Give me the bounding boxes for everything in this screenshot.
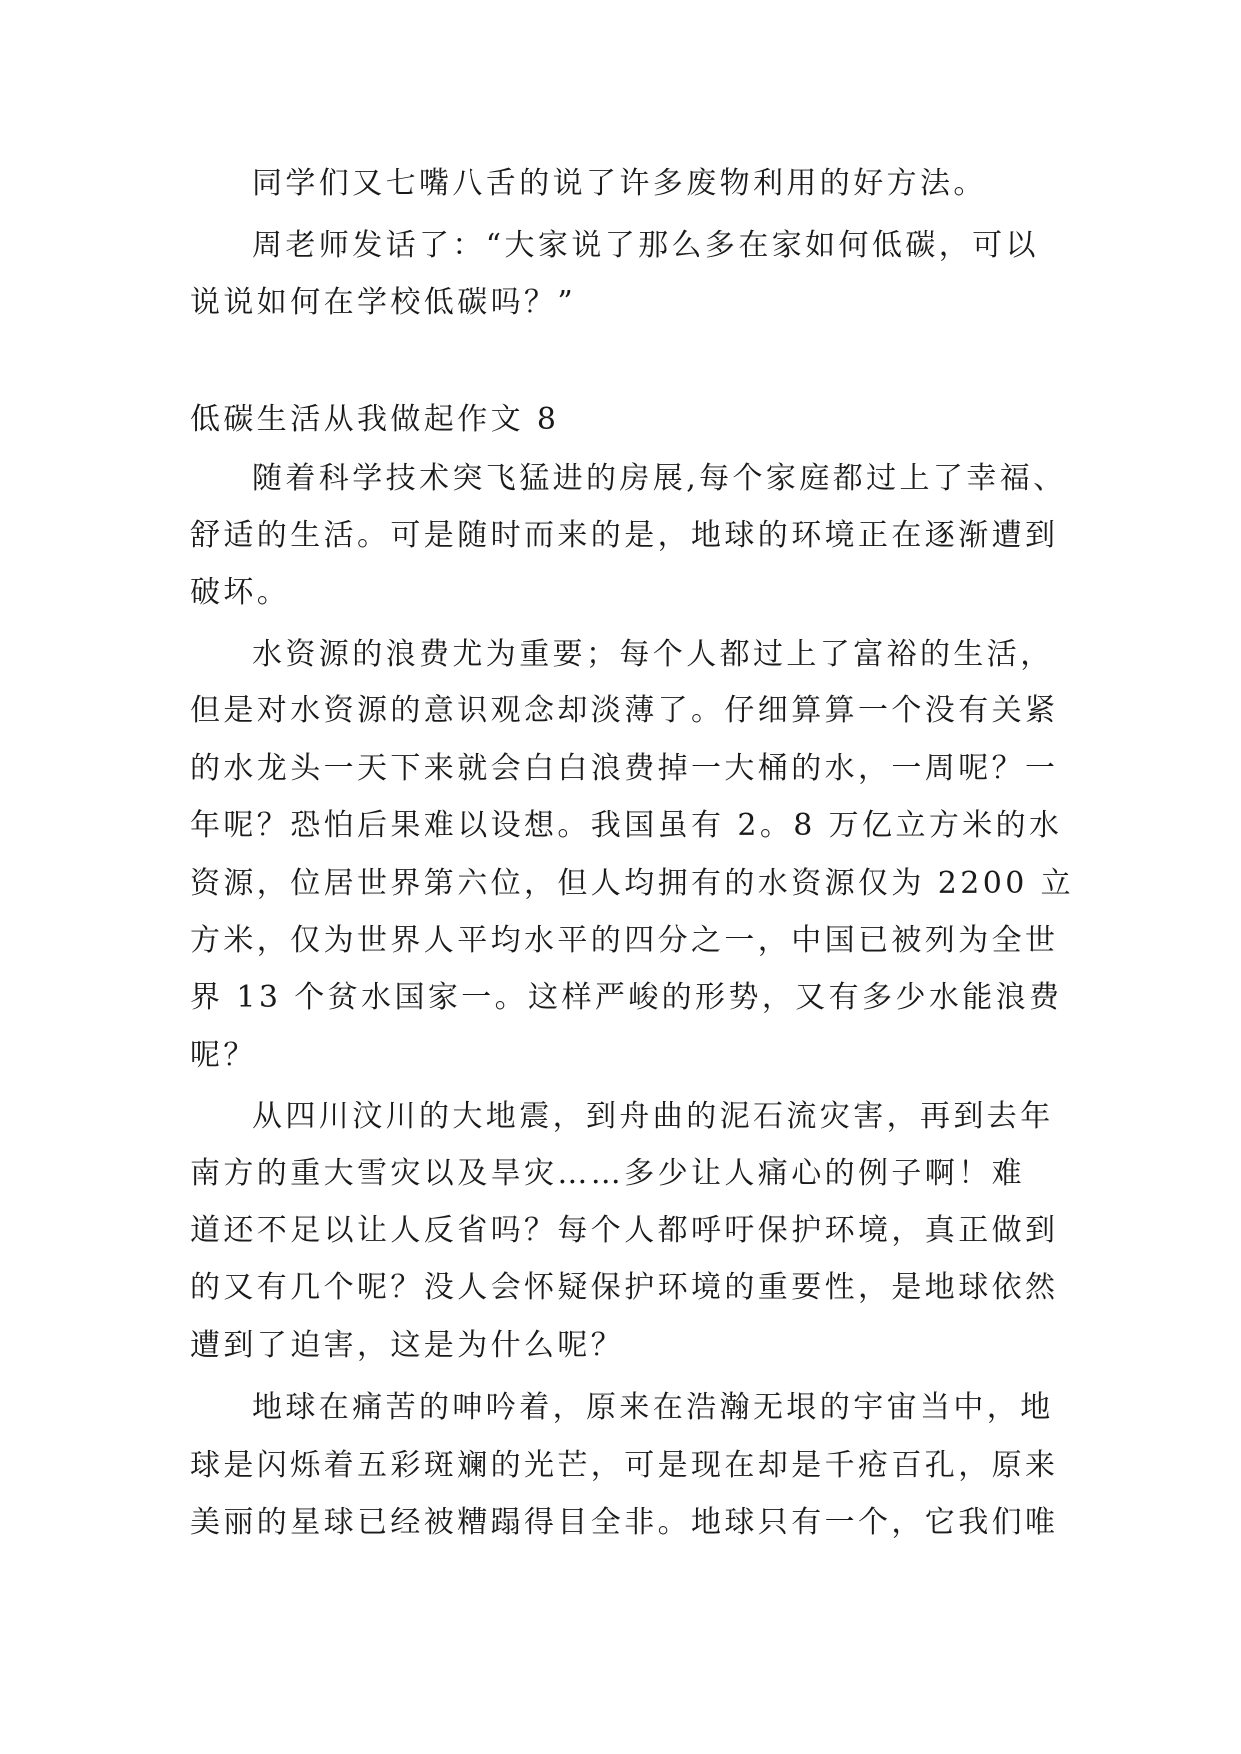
paragraph-line: 球是闪烁着五彩斑斓的光芒，可是现在却是千疮百孔，原来 [190,1448,1059,1483]
paragraph-line: 说说如何在学校低碳吗？” [190,285,577,320]
paragraph-line: 随着科学技术突飞猛进的房展,每个家庭都过上了幸福、 [252,461,1067,496]
paragraph-line: 从四川汶川的大地震，到舟曲的泥石流灾害，再到去年 [252,1099,1054,1134]
paragraph-line: 破坏。 [190,575,291,610]
paragraph-line: 的又有几个呢？没人会怀疑保护环境的重要性，是地球依然 [190,1270,1059,1305]
paragraph-line: 的水龙头一天下来就会白白浪费掉一大桶的水，一周呢？一 [190,751,1059,786]
paragraph-line: 南方的重大雪灾以及旱灾……多少让人痛心的例子啊！难 [190,1156,1025,1191]
paragraph-line: 地球在痛苦的呻吟着，原来在浩瀚无垠的宇宙当中，地 [252,1390,1054,1425]
paragraph-line: 舒适的生活。可是随时而来的是，地球的环境正在逐渐遭到 [190,518,1059,553]
paragraph-line: 方米，仅为世界人平均水平的四分之一，中国已被列为全世 [190,923,1059,958]
paragraph-line: 美丽的星球已经被糟蹋得目全非。地球只有一个，它我们唯 [190,1505,1059,1540]
paragraph-line: 水资源的浪费尤为重要；每个人都过上了富裕的生活， [252,637,1054,672]
paragraph-line: 界 13 个贫水国家一。这样严峻的形势，又有多少水能浪费 [190,980,1063,1015]
paragraph-line: 资源，位居世界第六位，但人均拥有的水资源仅为 2200 立 [190,866,1075,901]
paragraph-line: 呢？ [190,1038,257,1073]
paragraph-line: 同学们又七嘴八舌的说了许多废物利用的好方法。 [252,166,987,201]
paragraph-line: 周老师发话了：“大家说了那么多在家如何低碳，可以 [252,228,1039,263]
section-heading: 低碳生活从我做起作文 8 [190,402,560,437]
paragraph-line: 年呢？恐怕后果难以设想。我国虽有 2。8 万亿立方米的水 [190,808,1063,843]
paragraph-line: 道还不足以让人反省吗？每个人都呼吁保护环境，真正做到 [190,1213,1059,1248]
paragraph-line: 遭到了迫害，这是为什么呢？ [190,1328,625,1363]
paragraph-line: 但是对水资源的意识观念却淡薄了。仔细算算一个没有关紧 [190,693,1059,728]
